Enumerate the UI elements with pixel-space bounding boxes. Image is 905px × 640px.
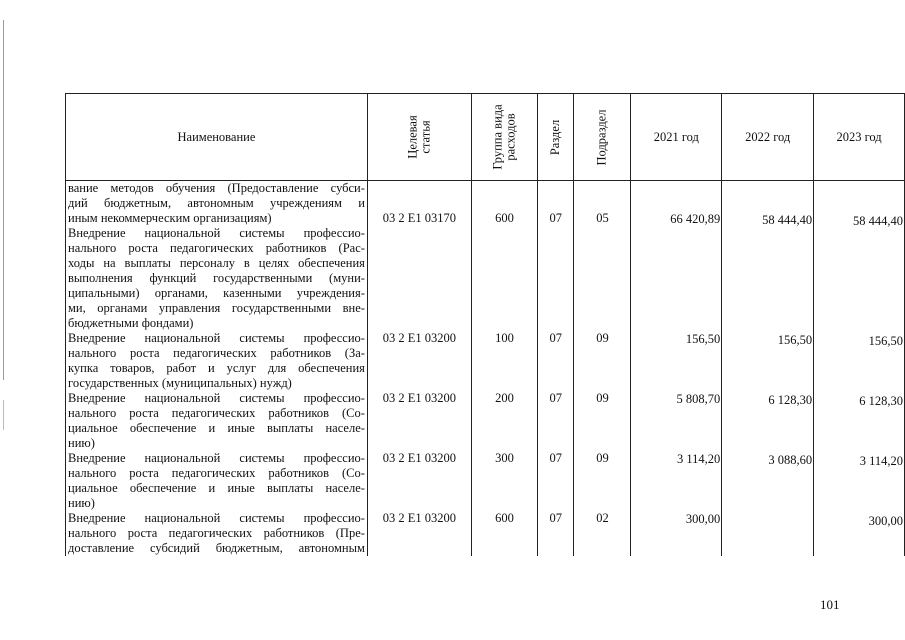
name-line: нию) xyxy=(68,436,95,450)
expense-group-value: 200 xyxy=(495,391,514,405)
header-expense-group: Группа вида расходов xyxy=(471,94,537,181)
name-line: Внедрение национальной системы профессио- xyxy=(68,391,365,405)
name-line: ципальными) органами, казенными учреждения- xyxy=(68,286,365,300)
amount-2023: 156,50 xyxy=(868,334,903,348)
section-value: 07 xyxy=(549,511,563,525)
header-year-2022: 2022 год xyxy=(722,94,814,181)
section-column xyxy=(538,181,574,557)
year-2021-column xyxy=(631,181,722,557)
table-header-row xyxy=(66,94,905,181)
subsection-value: 09 xyxy=(596,451,609,465)
name-column xyxy=(66,181,368,557)
budget-table xyxy=(65,93,905,556)
name-line: ми, органами управления государственными вне- xyxy=(68,301,365,315)
header-name: Наименование xyxy=(66,94,368,181)
amount-2021: 66 420,89 xyxy=(670,212,721,226)
target-article-value: 03 2 E1 03200 xyxy=(382,451,456,465)
subsection-value: 09 xyxy=(596,331,609,345)
name-line: Внедрение национальной системы профессио- xyxy=(68,226,365,240)
target-article-value: 03 2 E1 03200 xyxy=(382,511,456,525)
name-line: Внедрение национальной системы профессио- xyxy=(68,331,365,345)
target-article-value: 03 2 E1 03170 xyxy=(382,211,456,225)
scan-binding-line xyxy=(3,20,4,380)
name-line: вание методов обучения (Предоставление субси- xyxy=(68,181,365,195)
name-line: Внедрение национальной системы профессио- xyxy=(68,511,365,525)
year-2022-column xyxy=(722,181,814,557)
subsection-value: 09 xyxy=(596,391,609,405)
amount-2023: 300,00 xyxy=(868,514,903,528)
table-body-row xyxy=(66,181,905,557)
amount-2023: 58 444,40 xyxy=(853,214,903,228)
subsection-column xyxy=(574,181,631,557)
scan-binding-line xyxy=(3,400,4,430)
name-line: доставление субсидий бюджетным, автономным xyxy=(68,541,365,555)
name-line: нального роста педагогических работников (Рас- xyxy=(68,241,365,255)
subsection-value: 05 xyxy=(596,211,609,225)
header-target-article: Целевая статья xyxy=(367,94,471,181)
name-line: бюджетными фондами) xyxy=(68,316,194,330)
amount-2021: 3 114,20 xyxy=(676,452,721,466)
name-line: иным некоммерческим организациям) xyxy=(68,211,272,225)
section-value: 07 xyxy=(549,331,563,345)
amount-2022: 156,50 xyxy=(777,333,813,347)
header-subsection: Подраздел xyxy=(574,94,631,181)
header-section: Раздел xyxy=(538,94,574,181)
amount-2021: 300,00 xyxy=(685,512,721,526)
name-line: нального роста педагогических работников (Со- xyxy=(68,406,365,420)
subsection-value: 02 xyxy=(596,511,609,525)
amount-2023: 6 128,30 xyxy=(859,394,903,408)
year-2023-column xyxy=(814,181,905,557)
target-article-column xyxy=(367,181,471,557)
expense-group-column xyxy=(471,181,537,557)
name-line: циальное обеспечение и иные выплаты населе- xyxy=(68,481,365,495)
name-line: купка товаров, работ и услуг для обеспечения xyxy=(68,361,365,375)
amount-2021: 5 808,70 xyxy=(676,392,721,406)
name-line: Внедрение национальной системы профессио- xyxy=(68,451,365,465)
name-line: нального роста педагогических работников (Со- xyxy=(68,466,365,480)
expense-group-value: 600 xyxy=(495,511,514,525)
target-article-value: 03 2 E1 03200 xyxy=(382,391,456,405)
amount-2023: 3 114,20 xyxy=(859,454,903,468)
target-article-value: 03 2 E1 03200 xyxy=(382,331,456,345)
page-number: 101 xyxy=(820,597,840,612)
name-line: циальное обеспечение и иные выплаты населе- xyxy=(68,421,365,435)
section-value: 07 xyxy=(549,391,563,405)
expense-group-value: 100 xyxy=(495,331,514,345)
name-line: нального роста педагогических работников (За- xyxy=(68,346,365,360)
amount-2021: 156,50 xyxy=(685,332,721,346)
section-value: 07 xyxy=(549,451,563,465)
name-line: ходы на выплаты персоналу в целях обеспечения xyxy=(68,256,365,270)
section-value: 07 xyxy=(549,211,563,225)
name-line: государственных (муниципальных) нужд) xyxy=(68,376,292,390)
header-year-2021: 2021 год xyxy=(631,94,722,181)
amount-2022: 6 128,30 xyxy=(768,393,813,407)
name-line: выполнения функций государственными (муни- xyxy=(68,271,365,285)
amount-2022: 3 088,60 xyxy=(768,453,813,467)
expense-group-value: 300 xyxy=(495,451,514,465)
name-line: дий бюджетным, автономным учреждениям и xyxy=(68,196,365,210)
amount-2022: 58 444,40 xyxy=(762,213,813,227)
name-line: нального роста педагогических работников (Пре- xyxy=(68,526,365,540)
expense-group-value: 600 xyxy=(495,211,514,225)
header-year-2023: 2023 год xyxy=(814,94,905,181)
name-line: нию) xyxy=(68,496,95,510)
